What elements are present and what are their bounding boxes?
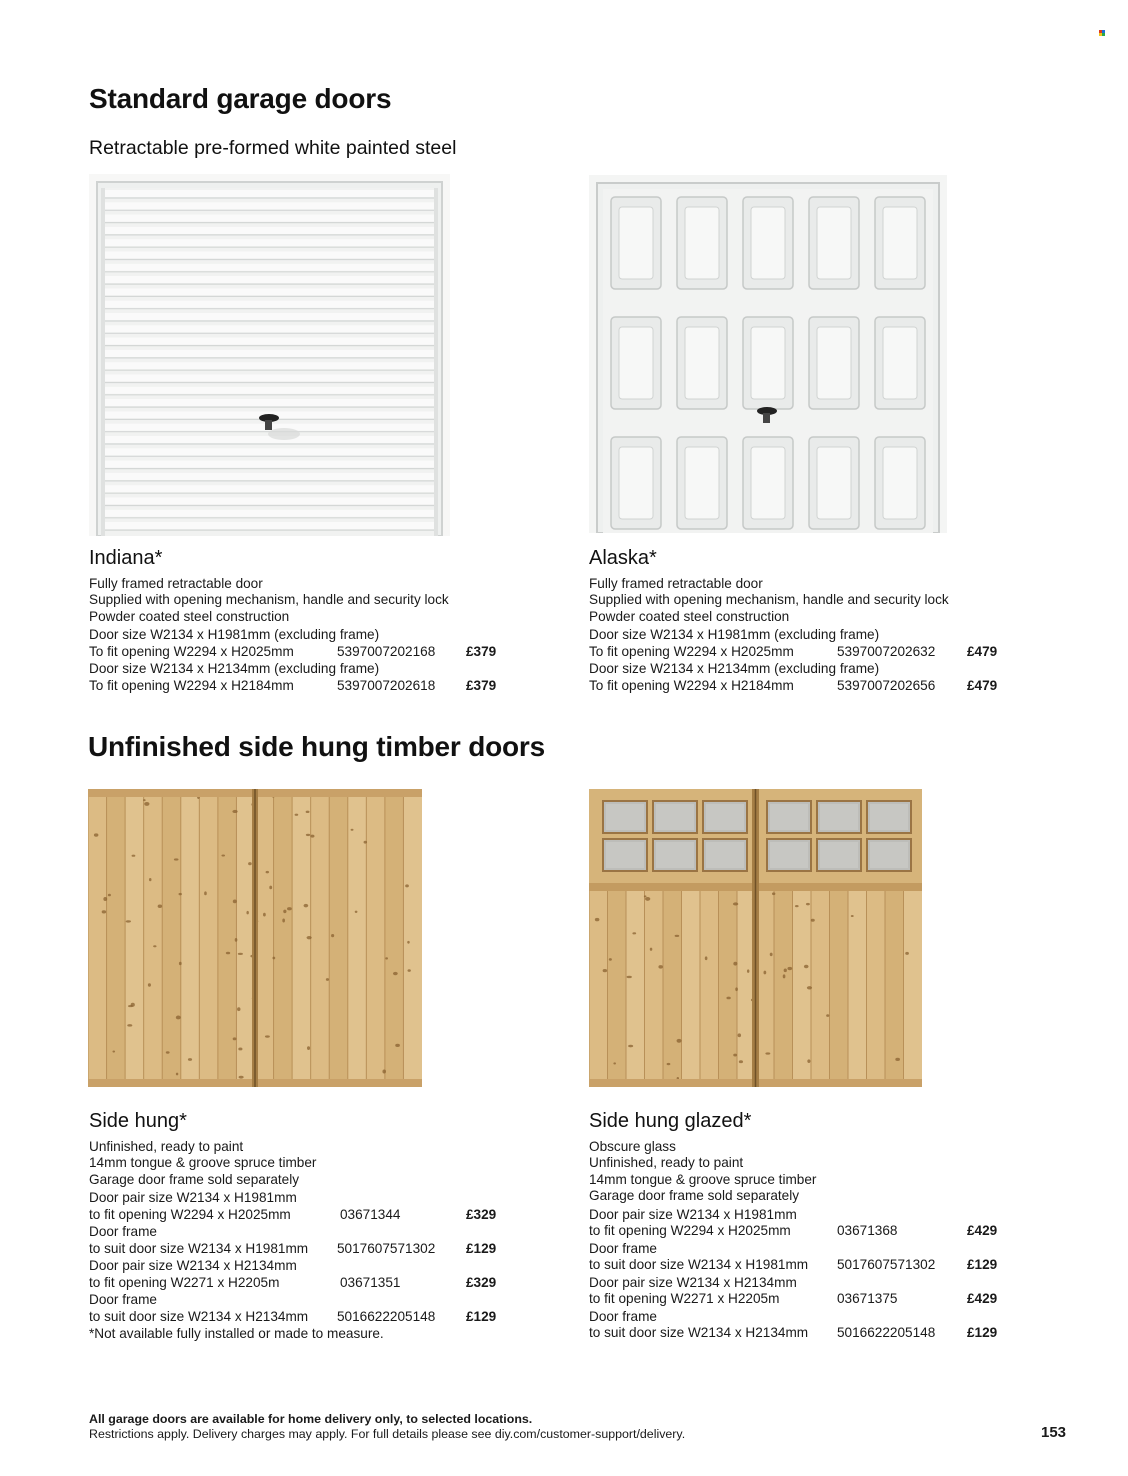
indiana-door-image — [89, 174, 450, 536]
product-code: 03671368 — [837, 1222, 898, 1238]
price-row — [589, 1257, 1009, 1275]
product-name: Side hung glazed* — [589, 1110, 752, 1132]
price-row — [589, 1223, 1009, 1241]
spec-line: Garage door frame sold separately — [89, 1171, 300, 1187]
product-alaska — [589, 547, 1009, 695]
side-hung-glazed-door-image — [589, 789, 922, 1087]
availability-note: *Not available fully installed or made to measure. — [89, 1326, 384, 1342]
product-side-hung — [89, 1110, 509, 1343]
size-line: Door pair size W2134 x H1981mm — [589, 1206, 797, 1222]
price: £329 — [466, 1274, 497, 1290]
size-line: Door frame — [589, 1240, 657, 1256]
product-code: 5397007202632 — [837, 643, 936, 659]
price: £129 — [466, 1240, 497, 1256]
product-code: 5397007202656 — [837, 677, 936, 693]
price-row — [589, 1325, 1009, 1343]
opening-size: to fit opening W2271 x H2205m — [89, 1274, 280, 1290]
product-name: Indiana* — [89, 547, 163, 569]
footer-delivery-line: All garage doors are available for home delivery only, to selected locations. — [89, 1412, 533, 1426]
spec-line: Unfinished, ready to paint — [589, 1155, 744, 1171]
price-row — [589, 644, 1009, 662]
product-code: 5016622205148 — [837, 1324, 936, 1340]
size-line: Door pair size W2134 x H2134mm — [89, 1258, 297, 1274]
price-row — [89, 644, 509, 662]
size-line: Door pair size W2134 x H2134mm — [589, 1274, 797, 1290]
spec-line: Unfinished, ready to paint — [89, 1139, 244, 1154]
opening-size: to fit opening W2271 x H2205m — [589, 1290, 780, 1306]
spec-line: Powder coated steel construction — [589, 608, 790, 624]
product-name: Alaska* — [589, 547, 657, 569]
opening-size: to suit door size W2134 x H1981mm — [589, 1256, 809, 1272]
price: £379 — [466, 677, 497, 693]
page-number: 153 — [1041, 1424, 1067, 1441]
size-line: Door frame — [89, 1292, 157, 1308]
product-code: 5397007202168 — [337, 643, 436, 659]
price-row — [89, 1309, 509, 1327]
size-line: Door frame — [89, 1224, 157, 1240]
section-subtitle-standard: Retractable pre-formed white painted steel — [89, 137, 457, 159]
price-row — [89, 1275, 509, 1293]
product-code: 03671344 — [340, 1206, 401, 1222]
spec-line: Supplied with opening mechanism, handle and security lock — [589, 592, 949, 608]
price: £479 — [967, 677, 998, 693]
opening-size: to suit door size W2134 x H2134mm — [589, 1324, 809, 1340]
product-side-hung-glazed — [589, 1110, 1009, 1343]
spec-line: Supplied with opening mechanism, handle and security lock — [89, 592, 449, 608]
price-row — [89, 1241, 509, 1259]
footer-restrictions-line: Restrictions apply. Delivery charges may apply. For full details please see diy.com/customer-support/delivery. — [89, 1426, 686, 1441]
size-line: Door frame — [589, 1308, 657, 1324]
price-row — [589, 1291, 1009, 1309]
opening-size: to fit opening W2294 x H2025mm — [89, 1206, 291, 1222]
footer-note — [89, 1412, 685, 1441]
spec-line: 14mm tongue & groove spruce timber — [589, 1171, 817, 1187]
spec-line: Powder coated steel construction — [89, 608, 290, 624]
price: £129 — [967, 1324, 998, 1340]
price: £129 — [466, 1308, 497, 1324]
opening-size: to suit door size W2134 x H2134mm — [89, 1308, 309, 1324]
logo-icon — [1099, 30, 1105, 36]
opening-size: to suit door size W2134 x H1981mm — [89, 1240, 309, 1256]
size-line: Door size W2134 x H1981mm (excluding frame) — [589, 627, 880, 643]
alaska-door-image — [589, 175, 947, 533]
opening-size: To fit opening W2294 x H2025mm — [89, 643, 294, 659]
product-code: 5017607571302 — [837, 1256, 936, 1272]
section-title-standard: Standard garage doors — [89, 83, 392, 114]
price-row — [89, 1207, 509, 1225]
opening-size: To fit opening W2294 x H2184mm — [89, 677, 294, 693]
size-line: Door pair size W2134 x H1981mm — [89, 1190, 297, 1206]
section-title-timber: Unfinished side hung timber doors — [88, 731, 545, 762]
spec-line: 14mm tongue & groove spruce timber — [89, 1155, 317, 1171]
size-line: Door size W2134 x H2134mm (excluding frame) — [589, 661, 880, 677]
spec-line: Fully framed retractable door — [589, 576, 763, 591]
product-name: Side hung* — [89, 1110, 187, 1132]
product-code: 5016622205148 — [337, 1308, 436, 1324]
price: £429 — [967, 1290, 998, 1306]
product-code: 5397007202618 — [337, 677, 436, 693]
spec-line: Obscure glass — [589, 1139, 676, 1154]
size-line: Door size W2134 x H1981mm (excluding frame) — [89, 627, 380, 643]
price-row — [89, 678, 509, 696]
opening-size: to fit opening W2294 x H2025mm — [589, 1222, 791, 1238]
price: £379 — [466, 643, 497, 659]
spec-line: Fully framed retractable door — [89, 576, 263, 591]
opening-size: To fit opening W2294 x H2025mm — [589, 643, 794, 659]
product-indiana — [89, 547, 509, 695]
price: £479 — [967, 643, 998, 659]
price: £329 — [466, 1206, 497, 1222]
opening-size: To fit opening W2294 x H2184mm — [589, 677, 794, 693]
side-hung-door-image — [88, 789, 422, 1087]
product-code: 03671375 — [837, 1290, 898, 1306]
price-row — [589, 678, 1009, 696]
price: £429 — [967, 1222, 998, 1238]
price: £129 — [967, 1256, 998, 1272]
size-line: Door size W2134 x H2134mm (excluding frame) — [89, 661, 380, 677]
product-code: 03671351 — [340, 1274, 401, 1290]
spec-line: Garage door frame sold separately — [589, 1188, 800, 1204]
product-code: 5017607571302 — [337, 1240, 436, 1256]
